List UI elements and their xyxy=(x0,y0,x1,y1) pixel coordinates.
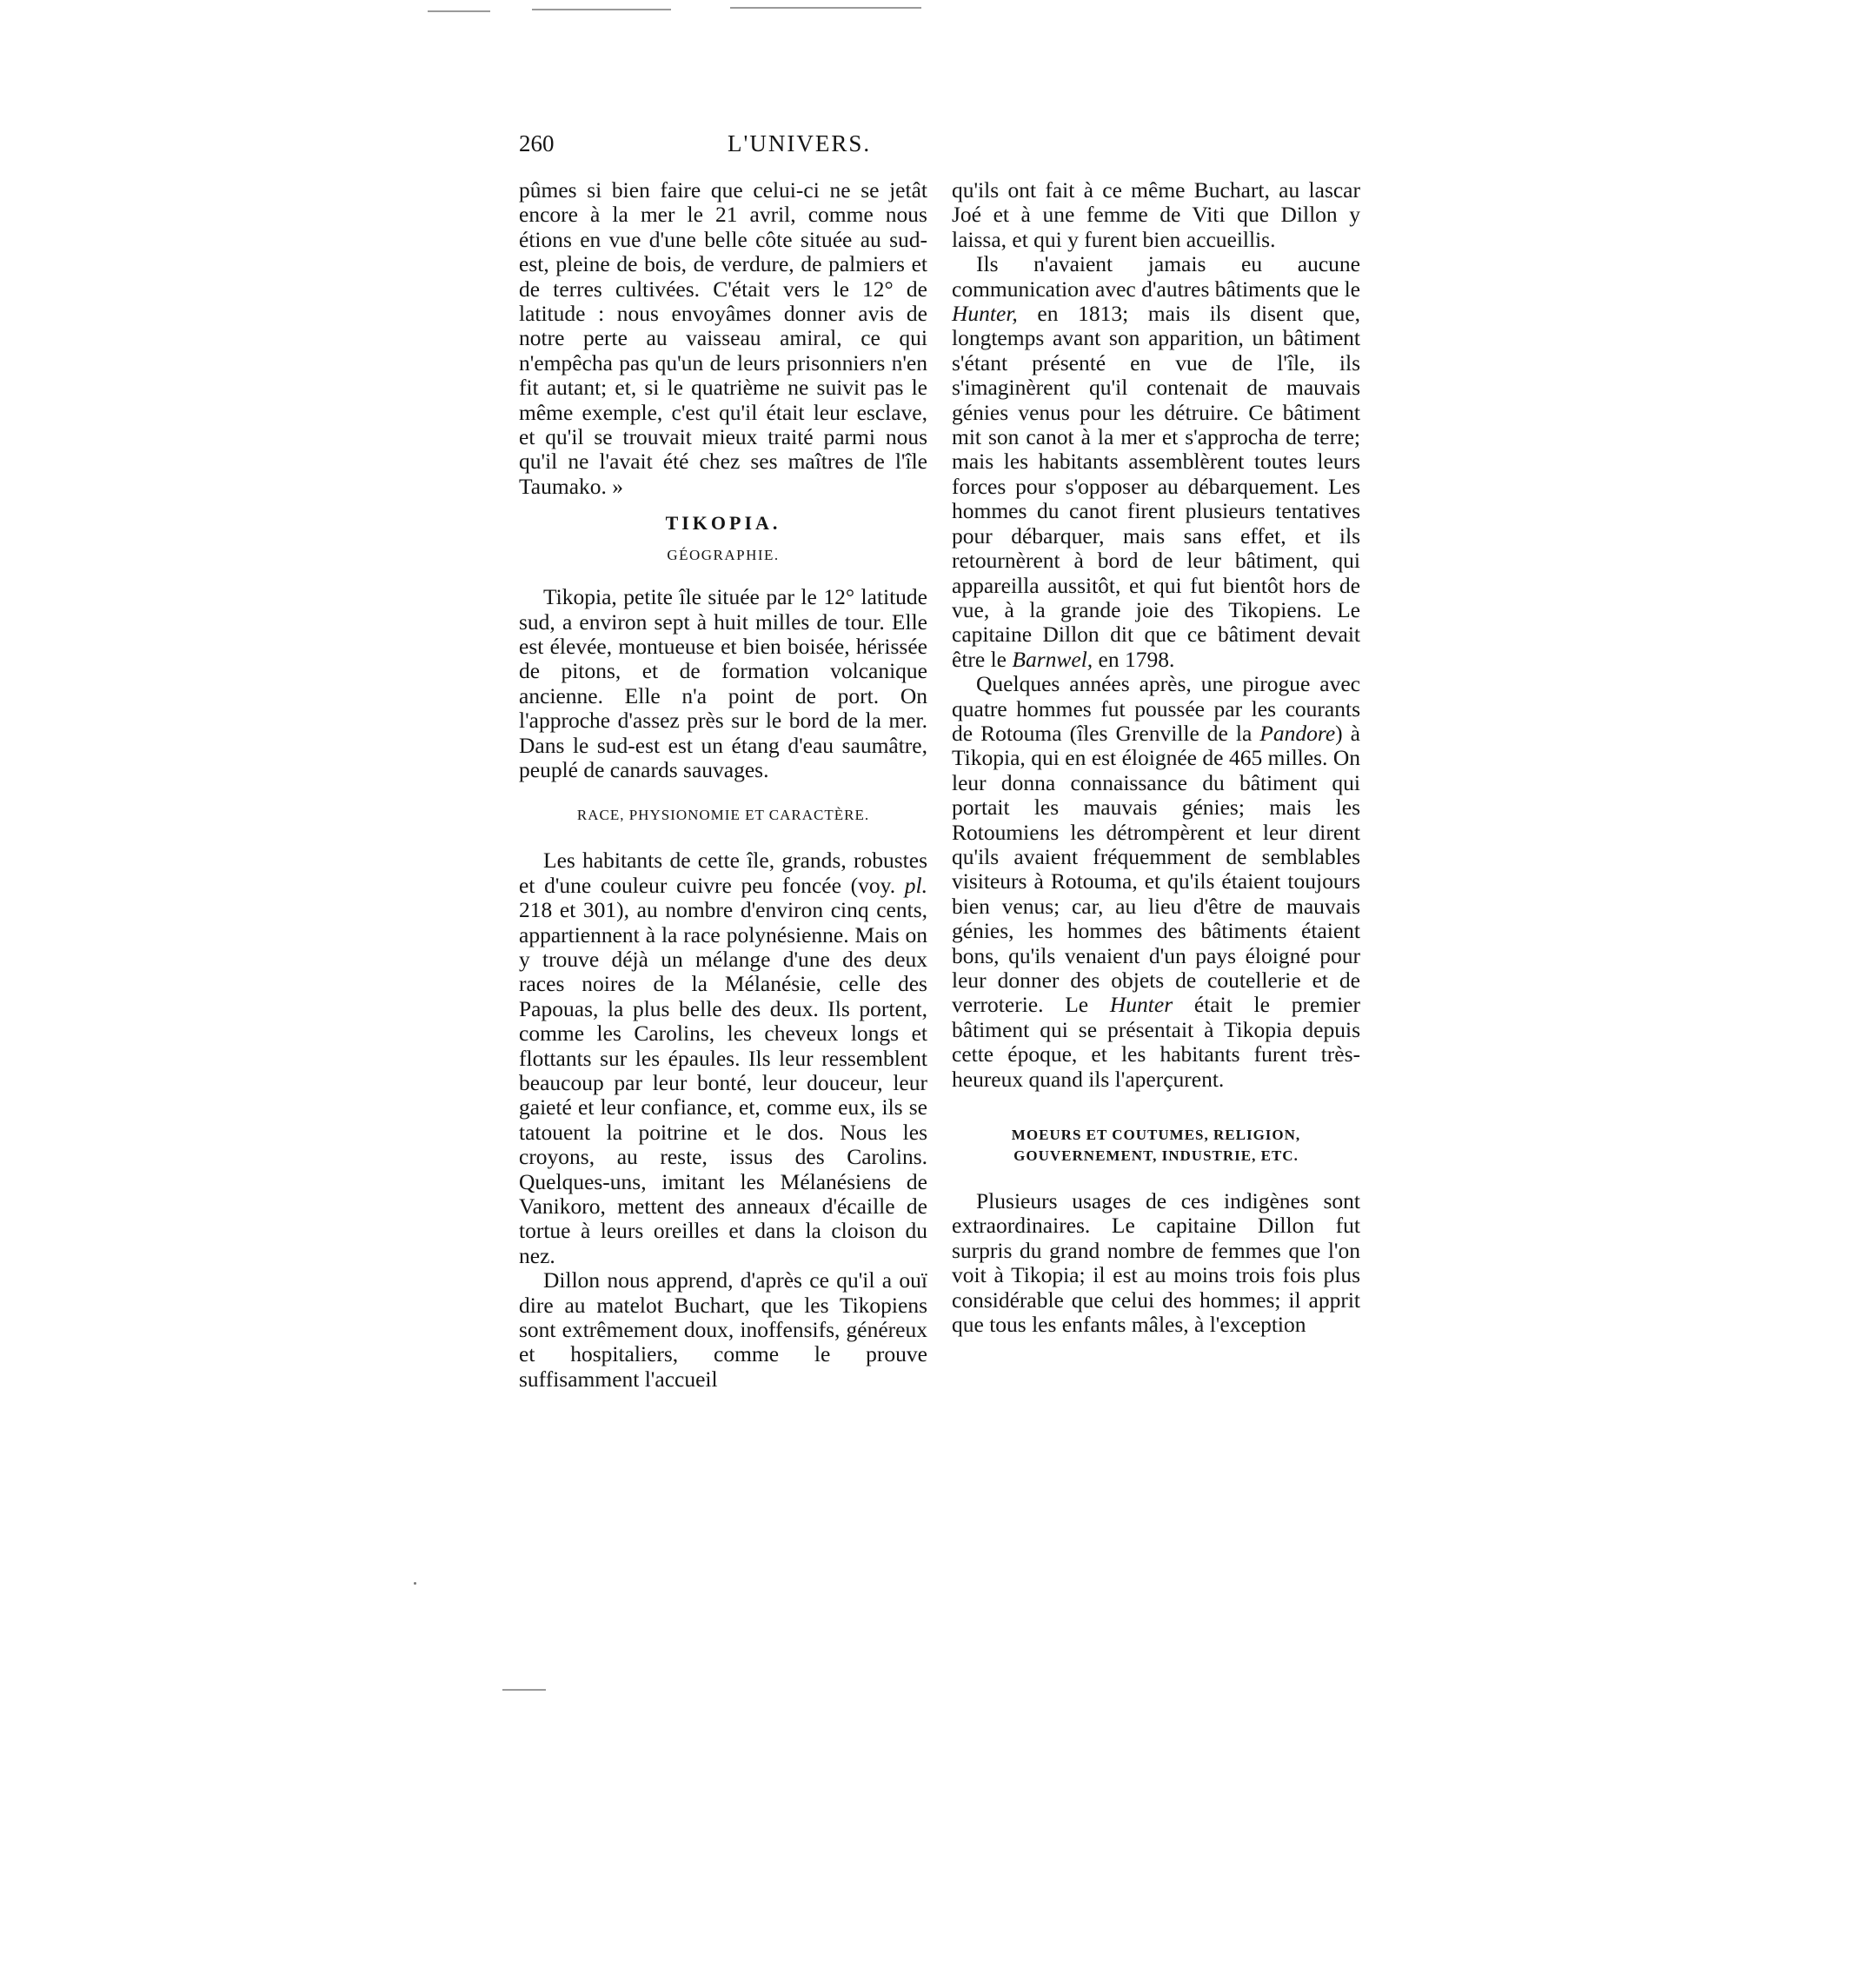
text-run-italic: Pandore xyxy=(1259,720,1336,746)
paragraph xyxy=(952,252,1360,672)
text-run: Ils n'avaient jamais eu aucune communication avec d'autres bâtiments que le xyxy=(952,251,1360,302)
scan-artifact-top xyxy=(532,9,671,10)
text-run: en 1813; mais ils disent que, longtemps avant son apparition, un bâtiment s'étant présenté en vue de l'île, ils s'imaginèrent qu'il contenait de mauvais génies venus pour les détruire. Ce bâtiment mit son canot à la mer et s'approcha de terre; mais les habitants assemblèrent toutes leurs forces pour s'opposer au débarquement. Les hommes du canot firent plusieurs tentatives pour débarquer, mais sans effet, et ils retournèrent à bord de leur bâtiment, qui appareilla aussitôt, et qui fut bientôt hors de vue, à la grande joie des Tikopiens. Le capitaine Dillon dit que ce bâtiment devait être le xyxy=(952,301,1360,672)
text-run-italic: Barnwel, xyxy=(1012,646,1093,672)
scan-artifact-bottom xyxy=(502,1689,546,1691)
text-run: Les habitants de cette île, grands, robustes et d'une couleur cuivre peu foncée (voy. xyxy=(519,848,927,898)
scan-speck xyxy=(414,1582,416,1585)
paragraph xyxy=(952,672,1360,1092)
paragraph-race xyxy=(519,848,927,1268)
text-run: 218 et 301), au nombre d'environ cinq cents, appartiennent à la race polynésienne. Mais on y trouve déjà un mélange d'une des deux races noires de la Mélanésie, celle des Papouas, la plus belle des deux. Ils portent, comme les Carolins, les cheveux longs et flottants sur les épaules. Ils leur ressemblent beaucoup par leur bonté, leur douceur, leur gaieté et leur confiance, et, comme eux, ils se tatouent la poitrine et le dos. Nous les croyons, au reste, issus des Carolins. Quelques-uns, imitant les Mélanésiens de Vanikoro, mettent des anneaux d'écaille de tortue à leurs oreilles et dans la cloison du nez. xyxy=(519,897,927,1268)
section-heading-race: RACE, PHYSIONOMIE ET CARACTÈRE. xyxy=(576,807,870,824)
right-column xyxy=(952,178,1360,1337)
subheading-geographie: GÉOGRAPHIE. xyxy=(667,546,780,563)
text-run-italic: pl. xyxy=(904,872,927,898)
text-run: Quelques années après, une pirogue avec quatre hommes fut poussée par les courants de Rotouma (îles Grenville de la xyxy=(952,671,1360,746)
text-run: en 1798. xyxy=(1093,646,1175,672)
paragraph-geographie: Tikopia, petite île située par le 12° latitude sud, a environ sept à huit milles de tour. Elle est élevée, montueuse et bien boisée, hérissée de pitons, et de formation volcanique ancienne. Elle n'a point de port. On l'approche d'assez près sur le bord de la mer. Dans le sud-est est un étang d'eau saumâtre, peuplé de canards sauvages. xyxy=(519,584,927,782)
section-heading-tikopia: TIKOPIA. xyxy=(665,512,781,535)
scan-artifact-top xyxy=(730,7,921,9)
text-run: était le premier bâtiment qui se présentait à Tikopia depuis cette époque, et les habitants furent très-heureux quand ils l'aperçurent. xyxy=(952,992,1360,1092)
scan-artifact-top xyxy=(428,10,490,12)
paragraph-dillon: Dillon nous apprend, d'après ce qu'il a ouï dire au matelot Buchart, que les Tikopiens sont extrêmement doux, inoffensifs, généreux et hospitaliers, comme le prouve suffisamment l'accueil xyxy=(519,1267,927,1392)
paragraph-moeurs: Plusieurs usages de ces indigènes sont extraordinaires. Le capitaine Dillon fut surpris du grand nombre de femmes que l'on voit à Tikopia; il est au moins trois fois plus considérable que celui des hommes; il apprit que tous les enfants mâles, à l'exception xyxy=(952,1188,1360,1338)
left-column xyxy=(519,178,927,1392)
text-run: ) à Tikopia, qui en est éloignée de 465 milles. On leur donna connaissance du bâtiment qui portait les mauvais génies; mais les Rotoumiens les détrompèrent et leur dirent qu'ils avaient fréquemment de semblables visiteurs à Rotouma, et qu'ils étaient toujours bien venus; car, au lieu d'être de mauvais génies, les hommes des bâtiments étaient bons, qu'ils venaient d'un pays éloigné pour leur donner des objets de coutellerie et de verroterie. Le xyxy=(952,720,1360,1018)
section-heading-moeurs: MOEURS ET COUTUMES, RELIGION, GOUVERNEMENT, INDUSTRIE, ETC. xyxy=(1011,1127,1301,1165)
text-run-italic: Hunter xyxy=(1109,992,1173,1018)
paragraph: pûmes si bien faire que celui-ci ne se jetât encore à la mer le 21 avril, comme nous étions en vue d'une belle côte située au sud-est, pleine de bois, de verdure, de palmiers et de terres cultivées. C'était vers le 12° de latitude : nous envoyâmes donner avis de notre perte au vaisseau amiral, ce qui n'empêcha pas qu'un de leurs prisonniers n'en fit autant; et, si le quatrième ne suivit pas le même exemple, c'est qu'il était leur esclave, et qu'il se trouvait mieux traité parmi nous qu'il ne l'avait été chez ses maîtres de l'île Taumako. » xyxy=(519,177,927,499)
paragraph: qu'ils ont fait à ce même Buchart, au lascar Joé et à une femme de Viti que Dillon y laissa, et qui y furent bien accueillis. xyxy=(952,177,1360,252)
running-title: L'UNIVERS. xyxy=(728,130,872,156)
page-number: 260 xyxy=(519,130,555,156)
text-run-italic: Hunter, xyxy=(952,301,1018,327)
running-head xyxy=(519,130,936,165)
